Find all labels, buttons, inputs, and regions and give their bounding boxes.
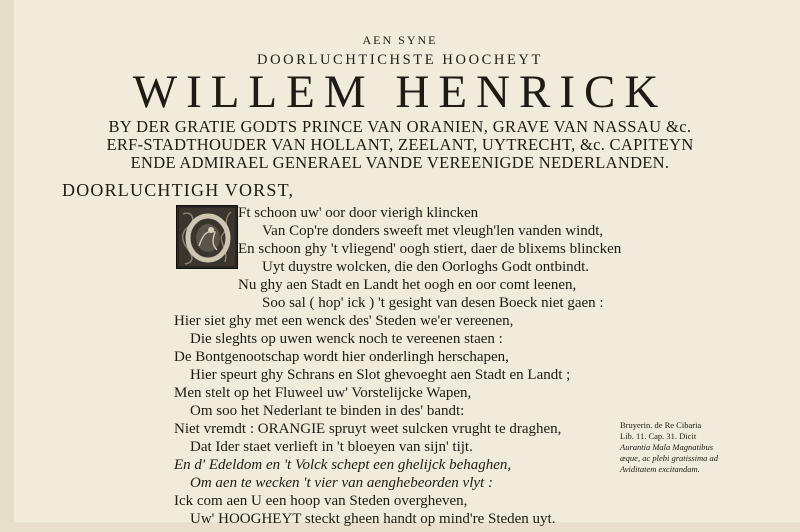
decorated-initial-o	[176, 205, 238, 269]
marginal-note-line-5: Aviditatem excitandam.	[620, 464, 700, 474]
marginal-note-line-1: Bruyerin. de Re Cibaria	[620, 420, 702, 430]
marginal-note-line-3: Aurantia Mala Magnatibus	[620, 442, 714, 452]
honorific-line: DOORLUCHTICHSTE HOOCHEYT	[257, 52, 543, 68]
marginal-note-line-2: Lib. 11. Cap. 31. Dicit	[620, 431, 697, 441]
poem-line-9: De Bontgenootschap wordt hier onderlingh herschapen,	[174, 349, 509, 365]
poem-line-4: Uyt duystre wolcken, die den Oorloghs Godt ontbindt.	[262, 259, 590, 275]
marginal-note-line-4: æque, ac plebi gratissima ad	[620, 453, 718, 463]
poem-line-14: Dat Ider staet verlieft in 't bloeyen van sijn' tijt.	[190, 439, 473, 455]
poem-line-13: Niet vremdt : ORANGIE spruyt weet sulcken vrught te draghen,	[174, 421, 562, 437]
title-line-2: ERF-STADTHOUDER VAN HOLLANT, ZEELANT, UYTRECHT, &c. CAPITEYN	[106, 135, 694, 154]
title-line-1: BY DER GRATIE GODTS PRINCE VAN ORANIEN, GRAVE VAN NASSAU &c.	[108, 117, 692, 136]
poem-line-1: Ft schoon uw' oor door vierigh klincken	[238, 205, 479, 221]
dedicatee-name: WILLEM HENRICK	[132, 66, 668, 118]
poem-line-18: Uw' HOOGHEYT steckt gheen handt op mind're Steden uyt.	[190, 511, 556, 527]
poem-line-5: Nu ghy aen Stadt en Landt het oogh en oor comt leenen,	[238, 277, 577, 293]
poem-line-10: Hier speurt ghy Schrans en Slot ghevoeght aen Stadt en Landt ;	[190, 367, 571, 383]
poem-line-11: Men stelt op het Fluweel uw' Vorstelijcke Wapen,	[174, 385, 472, 401]
dedication-line: AEN SYNE	[362, 33, 438, 47]
poem-line-16: Om aen te wecken 't vier van aenghebeorden vlyt :	[190, 475, 493, 491]
poem-line-17: Ick com aen U een hoop van Steden overgheven,	[174, 493, 468, 509]
poem-line-8: Die sleghts op uwen wenck noch te vereenen staen :	[190, 331, 503, 347]
poem-line-2: Van Cop're donders sweeft met vleugh'len vanden windt,	[262, 223, 604, 239]
poem-line-6: Soo sal ( hop' ick ) 't gesight van desen Boeck niet gaen :	[262, 295, 604, 311]
poem-line-15: En d' Edeldom en 't Volck schept een ghelijck behaghen,	[174, 457, 512, 473]
title-line-3: ENDE ADMIRAEL GENERAEL VANDE VEREENIGDE NEDERLANDEN.	[130, 153, 670, 172]
poem-line-7: Hier siet ghy met een wenck des' Steden we'er vereenen,	[174, 313, 514, 329]
poem-line-12: Om soo het Nederlant te binden in des' bandt:	[190, 403, 465, 419]
poem-line-3: En schoon ghy 't vliegend' oogh stiert, daer de blixems blincken	[238, 241, 622, 257]
salutation: DOORLUCHTIGH VORST,	[62, 180, 295, 200]
